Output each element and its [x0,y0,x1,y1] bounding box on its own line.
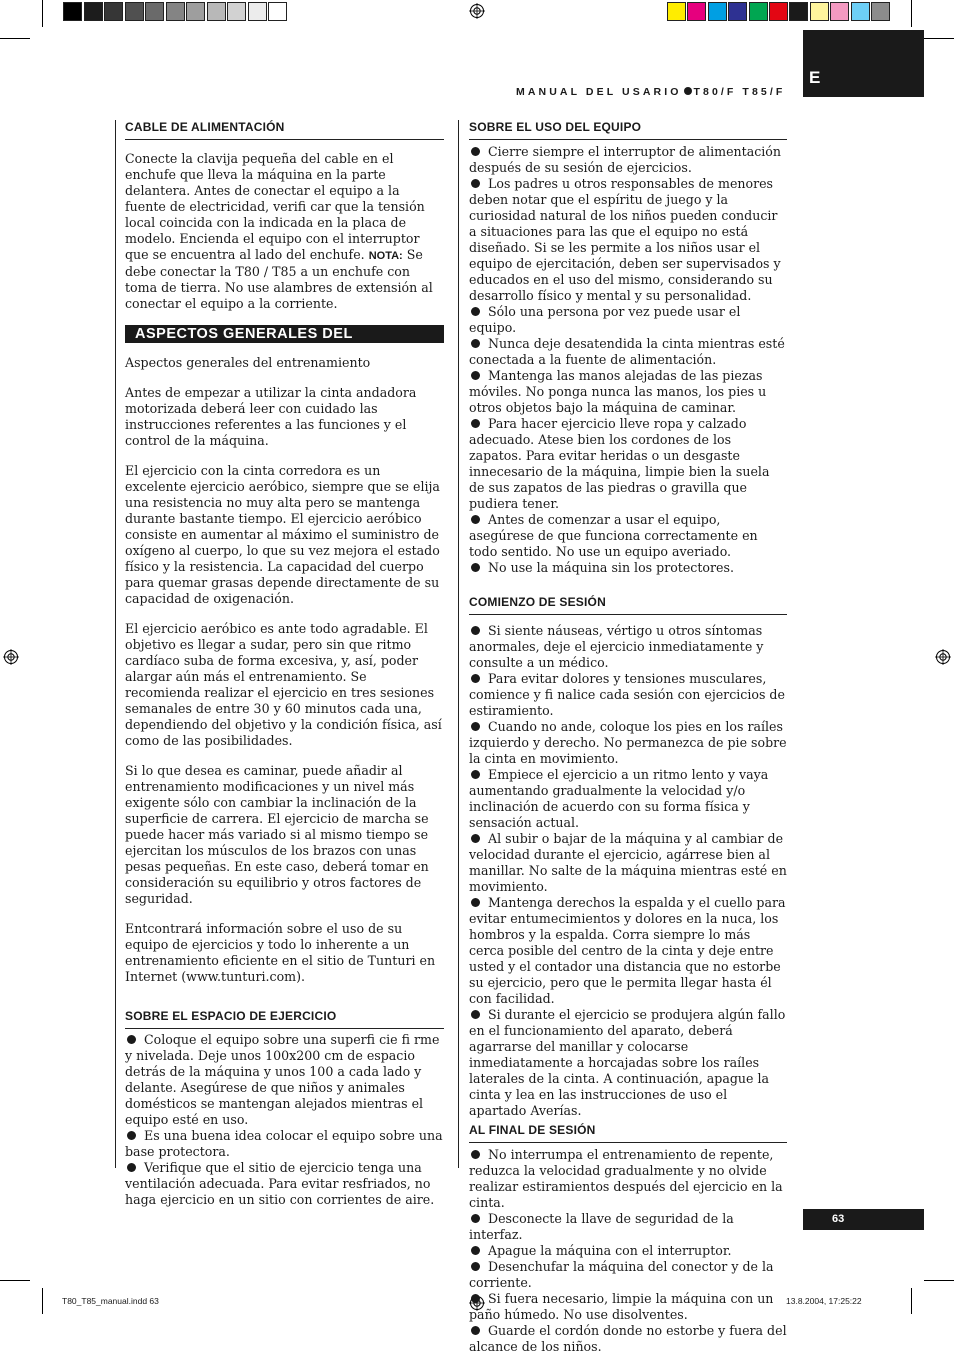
bullet-icon [684,87,692,95]
file-slug: T80_T85_manual.indd 63 [62,1296,159,1306]
list-item: Al subir o bajar de la máquina y al cambiar de velocidad durante el ejercicio, agárrese bien al manillar. No salte de la máquina mientras esté en movimiento. [469,831,787,894]
gray-swatch [166,2,185,21]
column-rule [115,120,116,1168]
gray-swatch [207,2,226,21]
bullet-icon [471,1150,480,1159]
list-item: Mantenga derechos la espalda y el cuello para evitar entumecimientos y dolores en la nuca, los hombros y la espalda. Corra siempre lo más cerca posible del centro de la cinta y deje entre usted y el contador una distancia que no estorbe su ejercicio, pero que le permita llegar hasta él con facilidad. [469,895,786,1006]
list-item: Guarde el cordón donde no estorbe y fuera del alcance de los niños. [469,1323,787,1354]
section-heading-cable: CABLE DE ALIMENTACIÓN [125,120,444,140]
paragraph: El ejercicio con la cinta corredora es un excelente ejercicio aeróbico, siempre que se elija una resistencia no muy alta pero se mantenga durante bastante tiempo. El ejercicio aeróbico consiste en aumentar al máximo el suministro de oxígeno al cuerpo, lo que su vez mejora el estado físico y la resistencia. La capacidad del cuerpo para quemar grasas depende directamente de su capacidad de oxigenación. [125,463,440,606]
list-item: Los padres u otros responsables de menores deben notar que el espíritu de juego y la curiosidad natural de los niños pueden conducir a situaciones para las que el equipo no está diseñado. Si se les permite a los niños usar el equipo de ejercitación, deben ser supervisados y educados en el uso del mismo, considerando su desarrollo físico y mental y su personalidad. [469,176,781,303]
list-item: Para evitar dolores y tensiones musculares, comience y fi nalice cada sesión con ejercicios de estiramiento. [469,671,785,718]
color-swatch [810,2,829,21]
bullet-icon [471,1262,480,1271]
list-item: Para hacer ejercicio lleve ropa y calzado adecuado. Atese bien los cordones de los zapatos. Para evitar heridas o un desgaste innecesario de la máquina, limpie bien la suela de sus zapatos de las piedras o gravilla que pudiera tener. [469,416,770,511]
bullet-icon [471,674,480,683]
paragraph: Si lo que desea es caminar, puede añadir al entrenamiento modificaciones y un nivel más exigente sólo con cambiar la inclinación de la superficie de carrera. El ejercicio de marcha se puede hacer más variado si al mismo tiempo se ejercitan los músculos de los brazos con unas pesas pequeñas. En este caso, deberá tomar en consideración su equilibrio y otros factores de seguridad. [125,763,429,906]
list-item: Si durante el ejercicio se produjera algún fallo en el funcionamiento del aparato, deberá agarrarse del manillar y colocarse inmediatamente a horcajadas sobre los raíles laterales de la cinta. A continuación, apague la cinta y lea en las instrucciones de uso el apartado Averías. [469,1007,786,1118]
section-banner-aspectos: ASPECTOS GENERALES DEL [125,325,444,343]
bullet-icon [127,1035,136,1044]
registration-mark-icon [469,3,485,19]
registration-mark-icon [3,649,19,665]
color-swatch [830,2,849,21]
section-heading-espacio: SOBRE EL ESPACIO DE EJERCICIO [125,1009,444,1029]
bullet-icon [471,1010,480,1019]
left-column [125,120,444,1208]
section-letter: E [809,68,821,87]
color-swatch [667,2,686,21]
bullet-icon [471,339,480,348]
list-item: Coloque el equipo sobre una superfi cie fi rme y nivelada. Deje unos 100x200 cm de espacio detrás de la máquina y unos 100 a cada lado y delante. Asegúrese de que niños y animales domésticos se mantengan alejados mientras el equipo esté en uso. [125,1032,440,1127]
section-heading-comienzo: COMIENZO DE SESIÓN [469,595,787,615]
page-number: 63 [832,1213,845,1225]
color-swatch [851,2,870,21]
list-item: Si fuera necesario, limpie la máquina con un paño húmedo. No use disolventes. [469,1291,774,1322]
list-item: Verifique que el sitio de ejercicio tenga una ventilación adecuada. Para evitar resfriados, no haga ejercicio en un sitio con corrientes de aire. [125,1160,435,1207]
list-item: Es una buena idea colocar el equipo sobre una base protectora. [125,1128,443,1159]
gray-swatch [186,2,205,21]
gray-swatch [84,2,103,21]
section-heading-uso: SOBRE EL USO DEL EQUIPO [469,120,787,140]
color-swatch [789,2,808,21]
gray-swatch [145,2,164,21]
final-list [469,1147,787,1355]
list-item: Si siente náuseas, vértigo u otros síntomas anormales, deje el ejercicio inmediatamente y consulte a un médico. [469,623,764,670]
gray-swatch [227,2,246,21]
right-column [469,120,787,1355]
bullet-icon [471,1246,480,1255]
color-swatch [708,2,727,21]
color-swatch [769,2,788,21]
list-item: Mantenga las manos alejadas de las piezas móviles. No ponga nunca las manos, los pies u otros objetos bajo la máquina de caminar. [469,368,767,415]
list-item: Empiece el ejercicio a un ritmo lento y vaya aumentando gradualmente la velocidad y/o inclinación de acuerdo con su forma física y sensación actual. [469,767,769,830]
bullet-icon [471,626,480,635]
list-item: Antes de comenzar a usar el equipo, asegúrese de que funciona correctamente en todo sentido. No use un equipo averiado. [469,512,758,559]
column-rule [458,120,459,1168]
paragraph: Entcontrará información sobre el uso de su equipo de ejercicios y todo lo inherente a un entrenamiento eficiente en el sitio de Tunturi en Internet (www.tunturi.com). [125,921,436,984]
bullet-icon [471,371,480,380]
list-item: No use la máquina sin los protectores. [469,560,787,576]
bullet-icon [471,722,480,731]
list-item: Sólo una persona por vez puede usar el equipo. [469,304,741,335]
section-tab [803,30,924,97]
note-label: NOTA: [368,250,403,262]
bullet-icon [127,1163,136,1172]
list-item: Apague la máquina con el interruptor. [469,1243,787,1259]
date-slug: 13.8.2004, 17:25:22 [786,1296,862,1306]
paragraph: Aspectos generales del entrenamiento [125,355,371,370]
list-item: No interrumpa el entrenamiento de repente, reduzca la velocidad gradualmente y no olvide realizar estiramientos después del ejercicio en la cinta. [469,1147,783,1210]
list-item: Nunca deje desatendida la cinta mientras esté conectada a la fuente de alimentación. [469,336,785,367]
color-swatch [749,2,768,21]
section-heading-final: AL FINAL DE SESIÓN [469,1123,787,1143]
gray-swatch [104,2,123,21]
bullet-icon [471,419,480,428]
bullet-icon [471,834,480,843]
bullet-icon [471,770,480,779]
list-item: Cierre siempre el interruptor de alimentación después de su sesión de ejercicios. [469,144,781,175]
comienzo-list [469,623,787,1119]
bullet-icon [471,1326,480,1335]
list-item: Desconecte la llave de seguridad de la interfaz. [469,1211,734,1242]
paragraph: El ejercicio aeróbico es ante todo agradable. El objetivo es llegar a sudar, pero sin que ritmo cardíaco suba de forma excesiva, y, así, poder alargar aún más el entrenamiento. Se recomienda realizar el ejercicio en tres sesiones semanales de entre 30 y 60 minutos cada una, dependiendo del objetivo y la condición física, así como de las posibilidades. [125,621,442,748]
bullet-icon [471,147,480,156]
color-swatch [687,2,706,21]
color-swatch [728,2,747,21]
color-swatch [871,2,890,21]
paragraph: Antes de empezar a utilizar la cinta andadora motorizada deberá leer con cuidado las instrucciones referentes a las funciones y el control de la máquina. [125,385,417,448]
espacio-list [125,1032,444,1208]
bullet-icon [471,1294,480,1303]
gray-swatch [63,2,82,21]
gray-swatch [248,2,267,21]
gray-swatch [268,2,287,21]
bullet-icon [471,1214,480,1223]
list-item: Desenchufar la máquina del conector y de la corriente. [469,1259,774,1290]
bullet-icon [471,898,480,907]
paragraph: Conecte la clavija pequeña del cable en el enchufe que lleva la máquina en la parte delantera. Antes de conectar el equipo a la fuente de electricidad, verifi car que la tensión local coincida con la indicada en la placa de modelo. Encienda el equipo con el interruptor que se encuentra al lado del enchufe. NOTA: Se debe conectar la T80 / T85 a un enchufe con toma de tierra. No use alambres de extensión al conectar el equipo a la corriente. [125,151,433,311]
registration-mark-icon [935,649,951,665]
bullet-icon [471,307,480,316]
bullet-icon [471,179,480,188]
running-title: MANUAL DEL USARIO T80/F T85/F [516,86,786,98]
list-item: Cuando no ande, coloque los pies en los raíles izquierdo y derecho. No permanezca de pie sobre la cinta en movimiento. [469,719,787,766]
gray-swatch [125,2,144,21]
bullet-icon [471,563,480,572]
uso-list [469,144,787,576]
page-number-box [803,1209,924,1230]
bullet-icon [127,1131,136,1140]
aspectos-body [125,355,444,985]
bullet-icon [471,515,480,524]
